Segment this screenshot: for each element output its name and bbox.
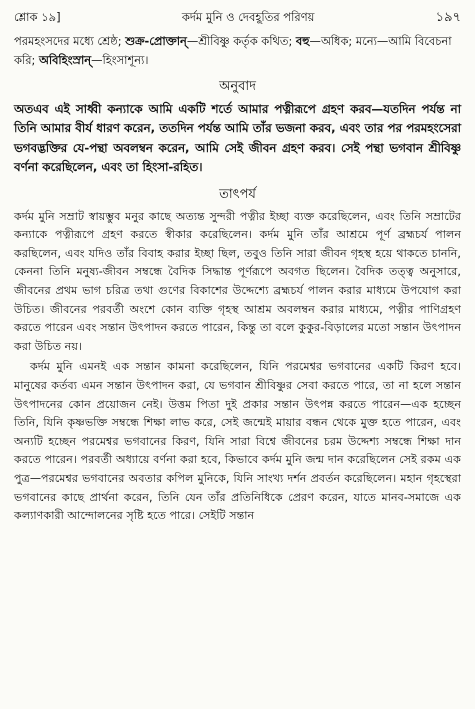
synonym-segment: —শ্রীবিষ্ণু কর্তৃক কথিত; <box>186 34 296 48</box>
running-header <box>14 6 461 28</box>
page-number: ১৯৭ <box>435 10 461 25</box>
synonym-term: বহু <box>295 34 310 48</box>
purport-paragraph: কর্দম মুনি সম্রাট স্বায়ম্ভুব মনুর কাছে অত্যন্ত সুন্দরী পত্নীর ইচ্ছা ব্যক্ত করেছিলেন, এবং তিনি সম্রাটের কন্যাকে পত্নীরূপে গ্রহণ করতে স্বীকার করেছিলেন। কর্দম মুনি তাঁর আশ্রমে পূর্ণ ব্রহ্মচর্য পালন করছিলেন, এবং যদিও তাঁর বিবাহ করার ইচ্ছা ছিল, তবুও তিনি সারা জীবন গৃহস্থ হয়ে থাকতে চাননি, কেননা তিনি মনুষ্য-জীবন সম্বন্ধে বৈদিক সিদ্ধান্ত পূর্ণরূপে অবগত ছিলেন। বৈদিক তত্ত্ব অনুসারে, জীবনের প্রথম ভাগ চরিত্র তথা গুণের বিকাশের উদ্দেশ্যে ব্রহ্মচর্য পালন করার মাধ্যমে উপযোগ করা উচিত। জীবনের পরবর্তী অংশে কোন ব্যক্তি গৃহস্থ আশ্রম অবলম্বন করার মাধ্যমে, পত্নীর পাণিগ্রহণ করতে পারেন এবং সন্তান উৎপাদন করতে পারেন, কিন্তু তা বলে কুকুর-বিড়ালের মতো সন্তান উৎপাদন করা উচিত নয়। <box>14 209 461 353</box>
synonyms-block <box>14 32 461 70</box>
purport-paragraph: কর্দম মুনি এমনই এক সন্তান কামনা করেছিলেন, যিনি পরমেশ্বর ভগবানের একটি কিরণ হবে। মানুষের কর্তব্য এমন সন্তান উৎপাদন করা, যে ভগবান শ্রীবিষ্ণুর সেবা করতে পারে, তা না হলে সন্তান উৎপাদনের কোন প্রয়োজন নেই। উত্তম পিতা দুই প্রকার সন্তান উৎপন্ন করতে পারেন—এক হচ্ছেন তিনি, যিনি কৃষ্ণভক্তি সম্বন্ধে শিক্ষা লাভ করে, সেই জন্মেই মায়ার বন্ধন থেকে মুক্ত হতে পারেন, এবং অন্যটি হচ্ছেন পরমেশ্বর ভগবানের কিরণ, যিনি সারা বিশ্বে জীবনের চরম উদ্দেশ্য সম্বন্ধে শিক্ষা দান করতে পারেন। পরবর্তী অধ্যায়ে বর্ণনা করা হবে, কিভাবে কর্দম মুনি জন্ম দান করেছিলেন সেই রকম এক পুত্র—পরমেশ্বর ভগবানের অবতার কপিল মুনিকে, যিনি সাংখ্য দর্শন প্রবর্তন করেছিলেন। মহান গৃহস্থেরা ভগবানের কাছে প্রার্থনা করেন, তিনি যেন তাঁর প্রতিনিধিকে প্রেরণ করেন, যাতে মানব-সমাজে এক কল্যাণকারী আন্দোলনের সৃষ্টি হতে পারে। সেইটি সন্তান <box>14 360 461 523</box>
book-page <box>14 6 461 703</box>
purport-body <box>14 208 461 526</box>
translation-text: অতএব এই সাধ্বী কন্যাকে আমি একটি শর্তে আমার পত্নীরূপে গ্রহণ করব—যতদিন পর্যন্ত না তিনি আমার বীর্য ধারণ করেন, ততদিন পর্যন্ত আমি তাঁর ভজনা করব, এবং তার পর পরমহংসেরা ভগবদ্ভক্তির যে-পন্থা অবলম্বন করেন, আমি সেই জীবন গ্রহণ করব। সেই পন্থা ভগবান শ্রীবিষ্ণু বর্ণনা করেছিলেন, এবং তা হিংসা-রহিত। <box>14 102 461 175</box>
synonym-segment: পরমহংসদের মধ্যে শ্রেষ্ঠ; <box>14 34 126 48</box>
synonym-segment: —অধিক; মন্যে—আমি বিবেচনা করি; <box>14 34 452 67</box>
synonym-term: শুক্র-প্রোক্তান্ <box>125 34 187 48</box>
verse-reference: শ্লোক ১৯] <box>14 10 61 24</box>
chapter-title: কর্দম মুনি ও দেবহূতির পরিণয় <box>181 10 315 24</box>
synonym-segment: —হিংসাশূন্য। <box>91 53 149 67</box>
synonym-term: অবিহিংস্রান্ <box>38 53 92 67</box>
purport-heading: তাৎপর্য <box>219 186 256 202</box>
translation-heading: অনুবাদ <box>219 79 256 94</box>
